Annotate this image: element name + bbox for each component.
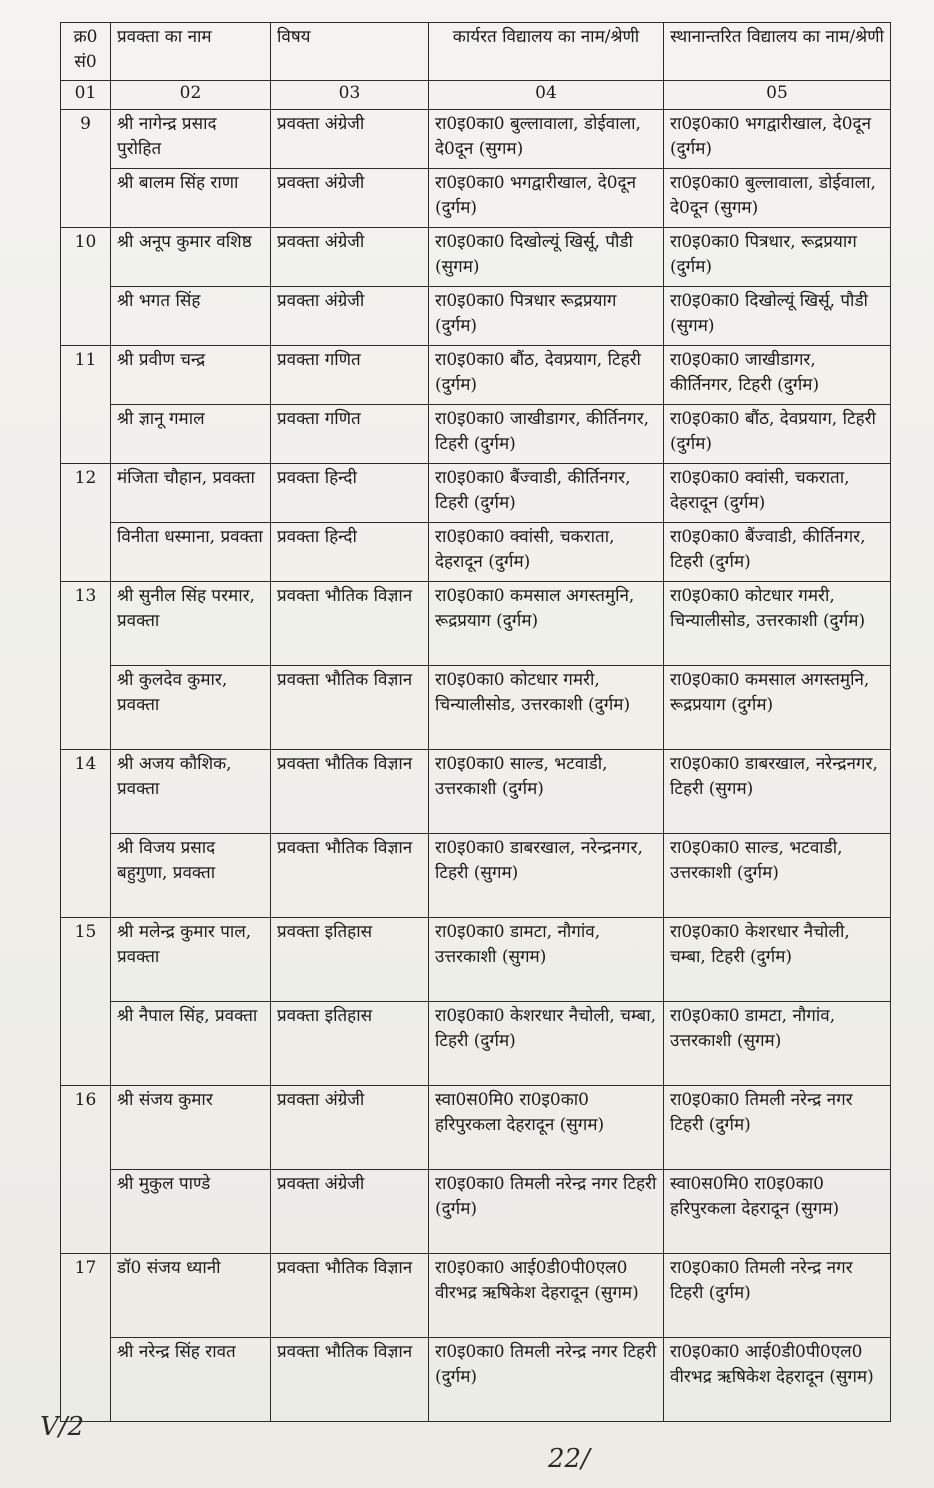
current-school: रा0इ0का0 कमसाल अगस्तमुनि, रूद्रप्रयाग (दुर्गम) bbox=[429, 582, 664, 666]
transferred-school: रा0इ0का0 जाखीडागर, कीर्तिनगर, टिहरी (दुर्गम) bbox=[664, 346, 891, 405]
lecturer-name: श्री कुलदेव कुमार, प्रवक्ता bbox=[111, 666, 271, 750]
current-school: रा0इ0का0 तिमली नरेन्द्र नगर टिहरी (दुर्गम) bbox=[429, 1338, 664, 1422]
page-number: 22/ bbox=[548, 1444, 590, 1474]
current-school: रा0इ0का0 कोटधार गमरी, चिन्यालीसोड, उत्तरकाशी (दुर्गम) bbox=[429, 666, 664, 750]
subject-cell: प्रवक्ता भौतिक विज्ञान bbox=[271, 666, 429, 750]
subject-cell: प्रवक्ता अंग्रेजी bbox=[271, 169, 429, 228]
table-row bbox=[61, 582, 891, 666]
table-row bbox=[61, 750, 891, 834]
lecturer-name: श्री ज्ञानू गमाल bbox=[111, 405, 271, 464]
transfer-table bbox=[60, 22, 891, 1422]
subject-cell: प्रवक्ता भौतिक विज्ञान bbox=[271, 834, 429, 918]
serial-number: 14 bbox=[61, 750, 111, 918]
subject-cell: प्रवक्ता अंग्रेजी bbox=[271, 110, 429, 169]
current-school: रा0इ0का0 बैंज्वाडी, कीर्तिनगर, टिहरी (दुर्गम) bbox=[429, 464, 664, 523]
transferred-school: रा0इ0का0 केशरधार नैचोली, चम्बा, टिहरी (दुर्गम) bbox=[664, 918, 891, 1002]
lecturer-name: श्री मुकुल पाण्डे bbox=[111, 1170, 271, 1254]
lecturer-name: श्री संजय कुमार bbox=[111, 1086, 271, 1170]
serial-number: 9 bbox=[61, 110, 111, 228]
transferred-school: रा0इ0का0 साल्ड, भटवाडी, उत्तरकाशी (दुर्गम) bbox=[664, 834, 891, 918]
table-row bbox=[61, 405, 891, 464]
header-subject: विषय bbox=[271, 23, 429, 81]
current-school: रा0इ0का0 भगद्वारीखाल, दे0दून (दुर्गम) bbox=[429, 169, 664, 228]
current-school: रा0इ0का0 साल्ड, भटवाडी, उत्तरकाशी (दुर्गम) bbox=[429, 750, 664, 834]
lecturer-name: डॉ0 संजय ध्यानी bbox=[111, 1254, 271, 1338]
column-number: 01 bbox=[61, 81, 111, 110]
transferred-school: रा0इ0का0 डामटा, नौगांव, उत्तरकाशी (सुगम) bbox=[664, 1002, 891, 1086]
header-lecturer-name: प्रवक्ता का नाम bbox=[111, 23, 271, 81]
lecturer-name: श्री प्रवीण चन्द्र bbox=[111, 346, 271, 405]
table-row bbox=[61, 1086, 891, 1170]
lecturer-name: विनीता धस्माना, प्रवक्ता bbox=[111, 523, 271, 582]
transferred-school: रा0इ0का0 आई0डी0पी0एल0 वीरभद्र ऋषिकेश देहरादून (सुगम) bbox=[664, 1338, 891, 1422]
table-row bbox=[61, 1338, 891, 1422]
transferred-school: रा0इ0का0 तिमली नरेन्द्र नगर टिहरी (दुर्गम) bbox=[664, 1086, 891, 1170]
lecturer-name: श्री अजय कौशिक, प्रवक्ता bbox=[111, 750, 271, 834]
transferred-school: रा0इ0का0 दिखोल्यूं खिर्सू, पौडी (सुगम) bbox=[664, 287, 891, 346]
header-transferred-school: स्थानान्तरित विद्यालय का नाम/श्रेणी bbox=[664, 23, 891, 81]
subject-cell: प्रवक्ता हिन्दी bbox=[271, 523, 429, 582]
column-number: 03 bbox=[271, 81, 429, 110]
table-row bbox=[61, 464, 891, 523]
table-row bbox=[61, 1002, 891, 1086]
lecturer-name: श्री नैपाल सिंह, प्रवक्ता bbox=[111, 1002, 271, 1086]
current-school: स्वा0स0मि0 रा0इ0का0 हरिपुरकला देहरादून (सुगम) bbox=[429, 1086, 664, 1170]
table-row bbox=[61, 228, 891, 287]
header-current-school: कार्यरत विद्यालय का नाम/श्रेणी bbox=[429, 23, 664, 81]
table-row bbox=[61, 834, 891, 918]
column-number: 02 bbox=[111, 81, 271, 110]
column-number: 04 bbox=[429, 81, 664, 110]
transferred-school: रा0इ0का0 बैंज्वाडी, कीर्तिनगर, टिहरी (दुर्गम) bbox=[664, 523, 891, 582]
current-school: रा0इ0का0 जाखीडागर, कीर्तिनगर, टिहरी (दुर्गम) bbox=[429, 405, 664, 464]
handwritten-initials: V/2 bbox=[40, 1412, 85, 1442]
table-row bbox=[61, 1254, 891, 1338]
subject-cell: प्रवक्ता अंग्रेजी bbox=[271, 228, 429, 287]
table-row bbox=[61, 523, 891, 582]
current-school: रा0इ0का0 बुल्लावाला, डोईवाला, दे0दून (सुगम) bbox=[429, 110, 664, 169]
transferred-school: रा0इ0का0 तिमली नरेन्द्र नगर टिहरी (दुर्गम) bbox=[664, 1254, 891, 1338]
transferred-school: रा0इ0का0 कोटधार गमरी, चिन्यालीसोड, उत्तरकाशी (दुर्गम) bbox=[664, 582, 891, 666]
subject-cell: प्रवक्ता इतिहास bbox=[271, 918, 429, 1002]
lecturer-name: श्री भगत सिंह bbox=[111, 287, 271, 346]
serial-number: 11 bbox=[61, 346, 111, 464]
table-row bbox=[61, 169, 891, 228]
subject-cell: प्रवक्ता गणित bbox=[271, 405, 429, 464]
transferred-school: रा0इ0का0 कमसाल अगस्तमुनि, रूद्रप्रयाग (दुर्गम) bbox=[664, 666, 891, 750]
current-school: रा0इ0का0 पित्रधार रूद्रप्रयाग (दुर्गम) bbox=[429, 287, 664, 346]
serial-number: 15 bbox=[61, 918, 111, 1086]
subject-cell: प्रवक्ता भौतिक विज्ञान bbox=[271, 582, 429, 666]
serial-number: 13 bbox=[61, 582, 111, 750]
current-school: रा0इ0का0 आई0डी0पी0एल0 वीरभद्र ऋषिकेश देहरादून (सुगम) bbox=[429, 1254, 664, 1338]
lecturer-name: श्री नागेन्द्र प्रसाद पुरोहित bbox=[111, 110, 271, 169]
table-row bbox=[61, 918, 891, 1002]
transferred-school: रा0इ0का0 बौंठ, देवप्रयाग, टिहरी (दुर्गम) bbox=[664, 405, 891, 464]
serial-number: 12 bbox=[61, 464, 111, 582]
subject-cell: प्रवक्ता भौतिक विज्ञान bbox=[271, 1338, 429, 1422]
lecturer-name: श्री सुनील सिंह परमार, प्रवक्ता bbox=[111, 582, 271, 666]
lecturer-name: श्री बालम सिंह राणा bbox=[111, 169, 271, 228]
serial-number: 16 bbox=[61, 1086, 111, 1254]
current-school: रा0इ0का0 दिखोल्यूं खिर्सू, पौडी (सुगम) bbox=[429, 228, 664, 287]
lecturer-name: मंजिता चौहान, प्रवक्ता bbox=[111, 464, 271, 523]
table-row bbox=[61, 346, 891, 405]
column-number-row bbox=[61, 81, 891, 110]
table-row bbox=[61, 1170, 891, 1254]
subject-cell: प्रवक्ता भौतिक विज्ञान bbox=[271, 750, 429, 834]
serial-number: 17 bbox=[61, 1254, 111, 1422]
subject-cell: प्रवक्ता अंग्रेजी bbox=[271, 1086, 429, 1170]
current-school: रा0इ0का0 केशरधार नैचोली, चम्बा, टिहरी (दुर्गम) bbox=[429, 1002, 664, 1086]
subject-cell: प्रवक्ता अंग्रेजी bbox=[271, 287, 429, 346]
lecturer-name: श्री विजय प्रसाद बहुगुणा, प्रवक्ता bbox=[111, 834, 271, 918]
transferred-school: स्वा0स0मि0 रा0इ0का0 हरिपुरकला देहरादून (सुगम) bbox=[664, 1170, 891, 1254]
subject-cell: प्रवक्ता इतिहास bbox=[271, 1002, 429, 1086]
subject-cell: प्रवक्ता गणित bbox=[271, 346, 429, 405]
column-number: 05 bbox=[664, 81, 891, 110]
table-row bbox=[61, 287, 891, 346]
lecturer-name: श्री मलेन्द्र कुमार पाल, प्रवक्ता bbox=[111, 918, 271, 1002]
transferred-school: रा0इ0का0 पित्रधार, रूद्रप्रयाग (दुर्गम) bbox=[664, 228, 891, 287]
header-serial-number: क्र0 सं0 bbox=[61, 23, 111, 81]
serial-number: 10 bbox=[61, 228, 111, 346]
subject-cell: प्रवक्ता हिन्दी bbox=[271, 464, 429, 523]
transferred-school: रा0इ0का0 डाबरखाल, नरेन्द्रनगर, टिहरी (सुगम) bbox=[664, 750, 891, 834]
lecturer-name: श्री नरेन्द्र सिंह रावत bbox=[111, 1338, 271, 1422]
table-header-row bbox=[61, 23, 891, 81]
current-school: रा0इ0का0 डामटा, नौगांव, उत्तरकाशी (सुगम) bbox=[429, 918, 664, 1002]
transferred-school: रा0इ0का0 क्वांसी, चकराता, देहरादून (दुर्गम) bbox=[664, 464, 891, 523]
transferred-school: रा0इ0का0 बुल्लावाला, डोईवाला, दे0दून (सुगम) bbox=[664, 169, 891, 228]
subject-cell: प्रवक्ता अंग्रेजी bbox=[271, 1170, 429, 1254]
transferred-school: रा0इ0का0 भगद्वारीखाल, दे0दून (दुर्गम) bbox=[664, 110, 891, 169]
current-school: रा0इ0का0 क्वांसी, चकराता, देहरादून (दुर्गम) bbox=[429, 523, 664, 582]
table-row bbox=[61, 666, 891, 750]
current-school: रा0इ0का0 तिमली नरेन्द्र नगर टिहरी (दुर्गम) bbox=[429, 1170, 664, 1254]
current-school: रा0इ0का0 डाबरखाल, नरेन्द्रनगर, टिहरी (सुगम) bbox=[429, 834, 664, 918]
lecturer-name: श्री अनूप कुमार वशिष्ठ bbox=[111, 228, 271, 287]
subject-cell: प्रवक्ता भौतिक विज्ञान bbox=[271, 1254, 429, 1338]
current-school: रा0इ0का0 बौंठ, देवप्रयाग, टिहरी (दुर्गम) bbox=[429, 346, 664, 405]
table-row bbox=[61, 110, 891, 169]
